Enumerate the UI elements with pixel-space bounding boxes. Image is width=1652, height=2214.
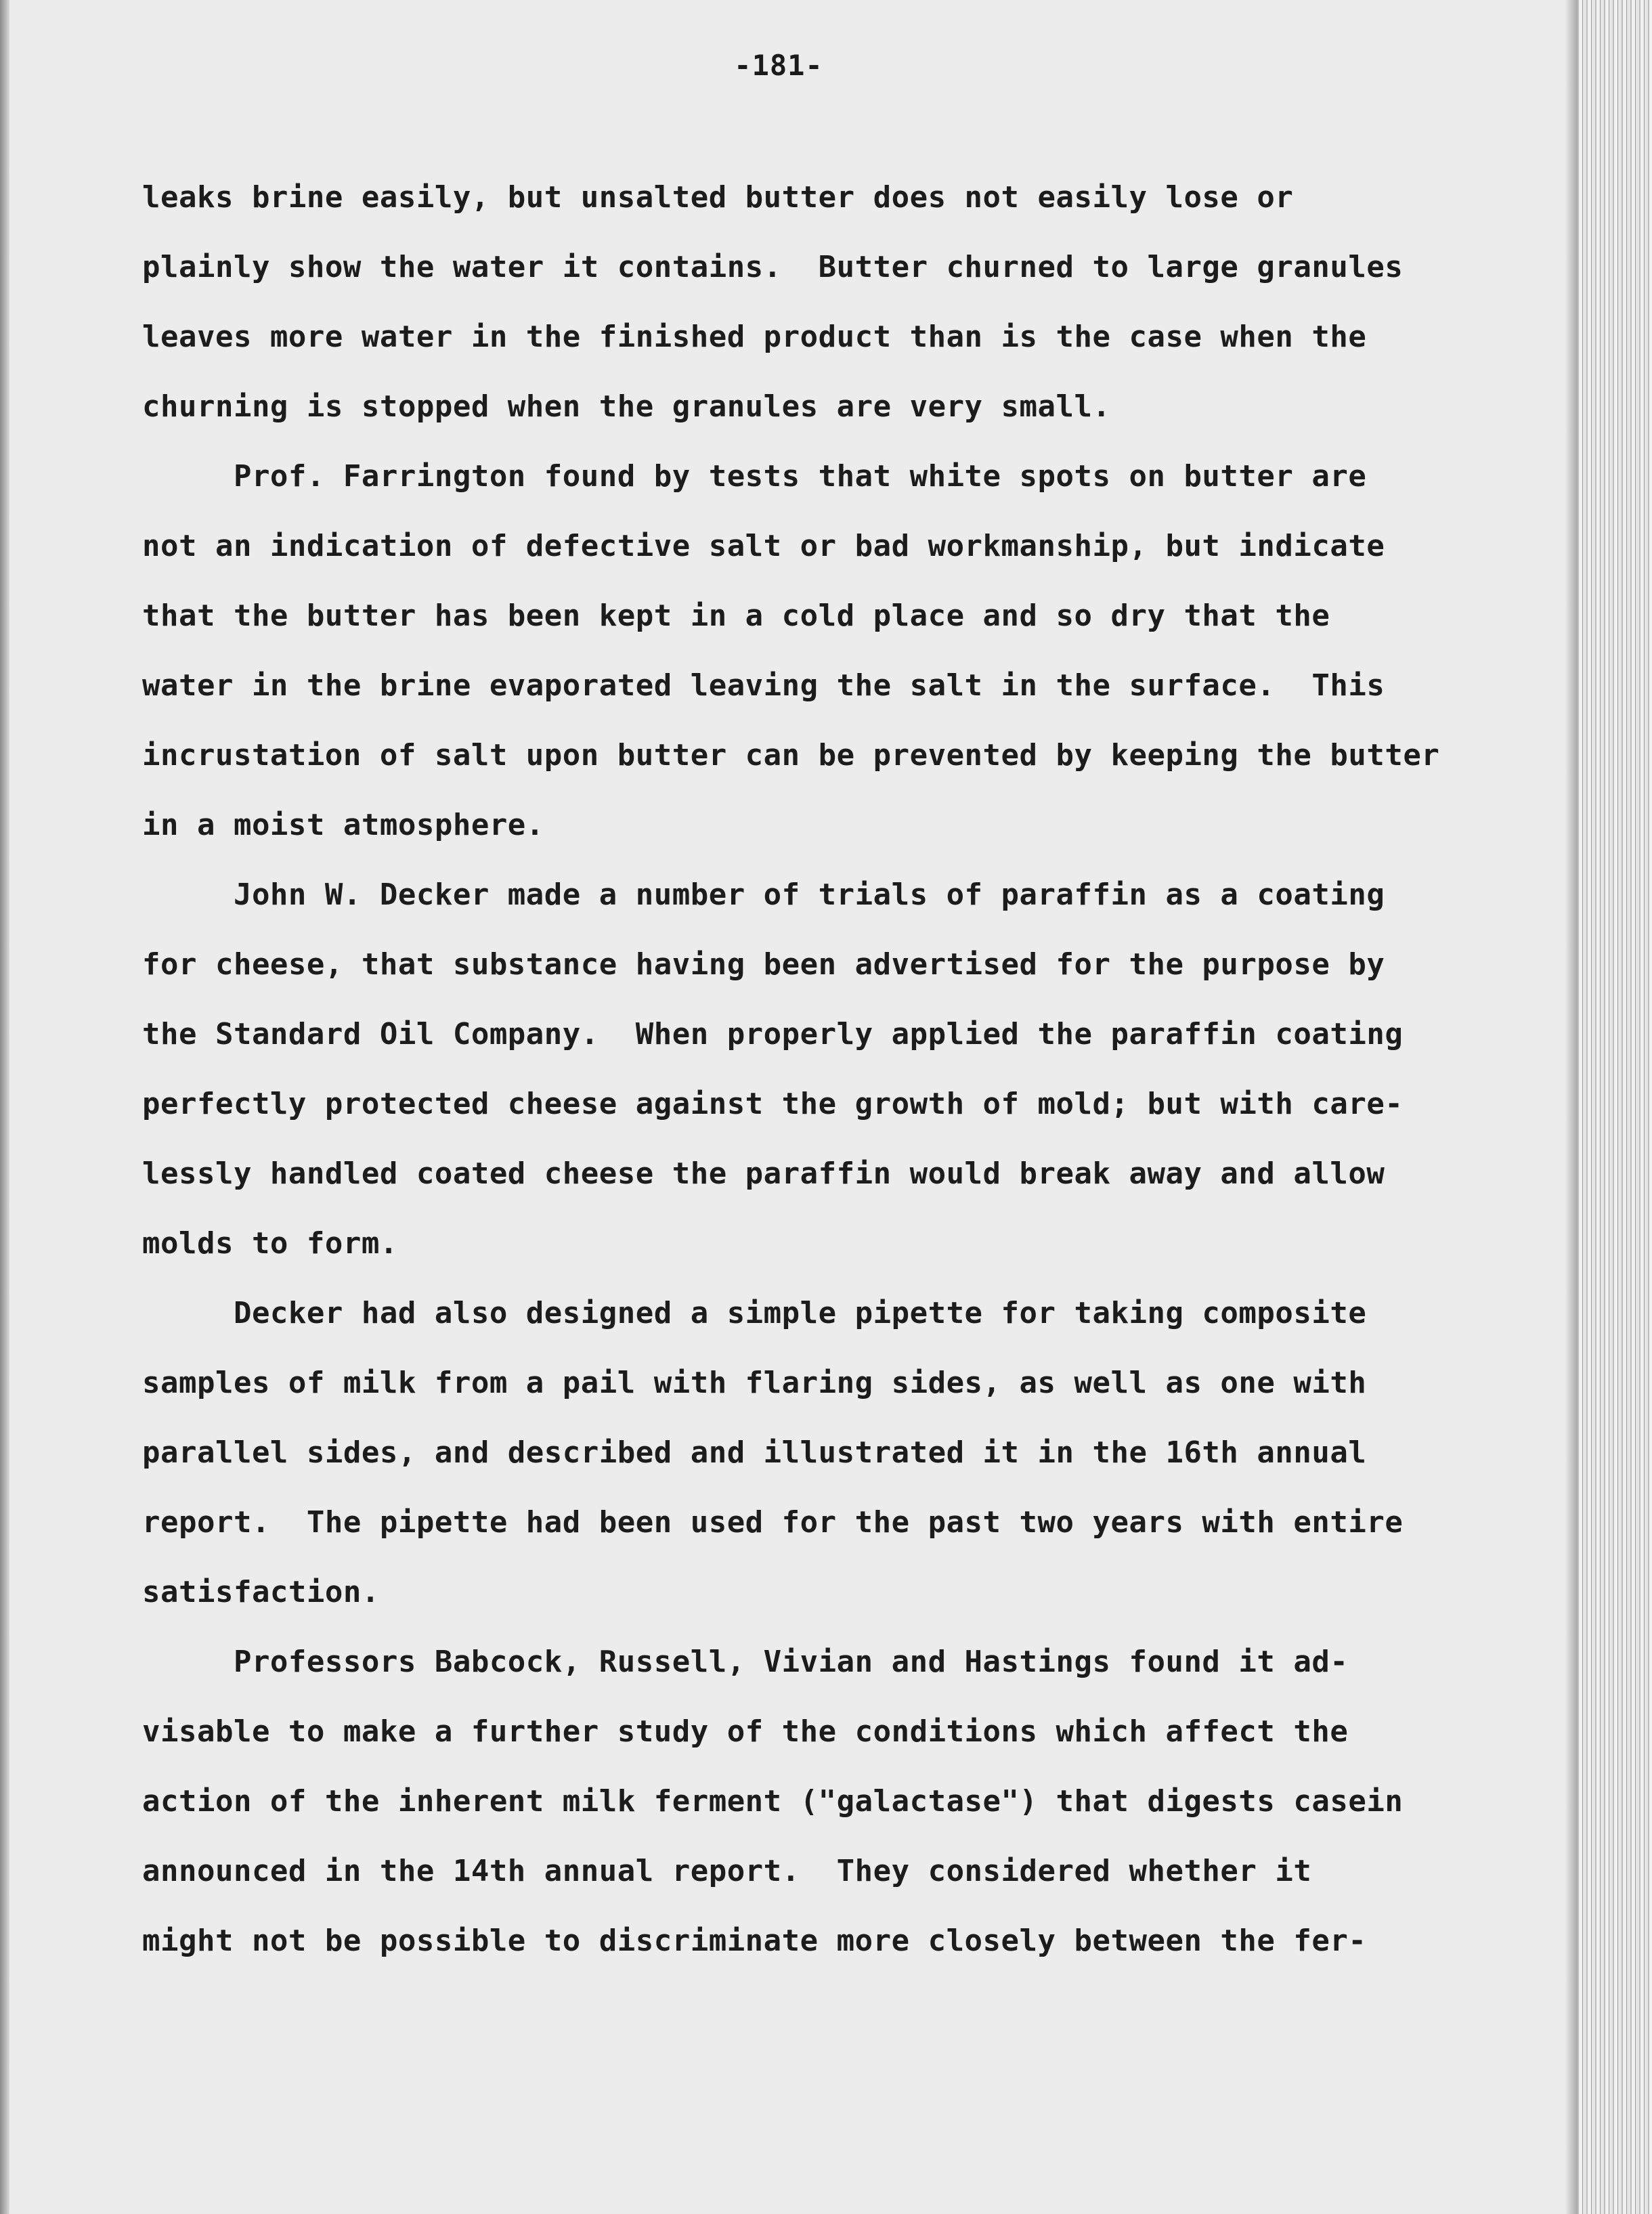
text-line: Decker had also designed a simple pipette for taking composite xyxy=(142,1296,1367,1330)
text-line: the Standard Oil Company. When properly applied the paraffin coating xyxy=(142,1017,1404,1051)
text-line: not an indication of defective salt or bad workmanship, but indicate xyxy=(142,529,1385,563)
text-line: in a moist atmosphere. xyxy=(142,808,544,842)
text-line: churning is stopped when the granules are very small. xyxy=(142,389,1111,424)
text-line: that the butter has been kept in a cold place and so dry that the xyxy=(142,599,1330,633)
text-line: report. The pipette had been used for the past two years with entire xyxy=(142,1505,1404,1540)
body-text xyxy=(142,162,1578,1976)
page-number: -181- xyxy=(734,49,823,82)
text-line: visable to make a further study of the conditions which affect the xyxy=(142,1714,1349,1749)
text-line: Professors Babcock, Russell, Vivian and Hastings found it ad- xyxy=(142,1645,1349,1679)
text-line: satisfaction. xyxy=(142,1575,380,1609)
page-left-edge xyxy=(0,0,9,2214)
text-line: plainly show the water it contains. Butter churned to large granules xyxy=(142,250,1404,284)
stacked-page-edges xyxy=(1578,0,1652,2214)
text-line: parallel sides, and described and illustrated it in the 16th annual xyxy=(142,1435,1367,1470)
text-line: molds to form. xyxy=(142,1226,398,1261)
text-line: water in the brine evaporated leaving the salt in the surface. This xyxy=(142,668,1385,703)
text-line: incrustation of salt upon butter can be prevented by keeping the butter xyxy=(142,738,1440,773)
text-line: for cheese, that substance having been advertised for the purpose by xyxy=(142,947,1385,982)
text-line: perfectly protected cheese against the growth of mold; but with care- xyxy=(142,1087,1404,1121)
text-line: lessly handled coated cheese the paraffin would break away and allow xyxy=(142,1156,1385,1191)
text-line: Prof. Farrington found by tests that white spots on butter are xyxy=(142,459,1367,494)
text-line: John W. Decker made a number of trials of paraffin as a coating xyxy=(142,877,1385,912)
text-line: samples of milk from a pail with flaring sides, as well as one with xyxy=(142,1366,1367,1400)
text-line: announced in the 14th annual report. They considered whether it xyxy=(142,1854,1312,1888)
text-line: leaks brine easily, but unsalted butter does not easily lose or xyxy=(142,180,1294,215)
text-line: leaves more water in the finished product than is the case when the xyxy=(142,320,1367,354)
text-line: might not be possible to discriminate more closely between the fer- xyxy=(142,1924,1367,1958)
text-line: action of the inherent milk ferment ("galactase") that digests casein xyxy=(142,1784,1404,1819)
